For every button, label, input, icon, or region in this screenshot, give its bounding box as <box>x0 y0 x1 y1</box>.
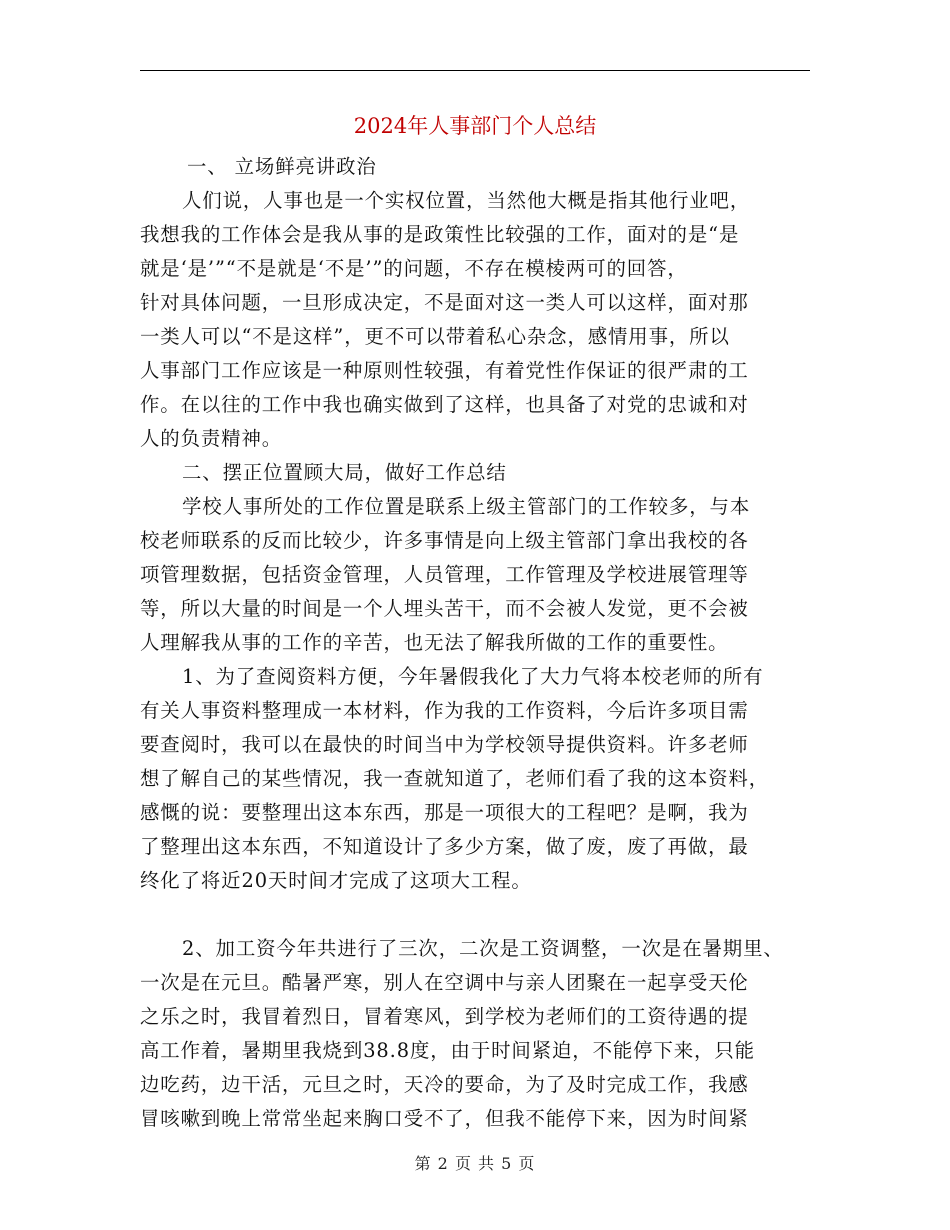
text-line: 1、为了查阅资料方便，今年暑假我化了大力气将本校老师的所有 <box>182 665 764 688</box>
document-body <box>140 150 820 1136</box>
document-title: 2024年人事部门个人总结 <box>353 114 597 138</box>
text-line: 针对具体问题，一旦形成决定，不是面对这一类人可以这样，面对那 <box>140 291 749 314</box>
text-line: 人的负责精神。 <box>140 427 283 450</box>
text-line: 二、摆正位置顾大局，做好工作总结 <box>182 461 507 484</box>
text-line: 一次是在元旦。酷暑严寒，别人在空调中与亲人团聚在一起享受天伦 <box>140 971 749 994</box>
text-line: 冒咳嗽到晚上常常坐起来胸口受不了，但我不能停下来，因为时间紧 <box>140 1107 749 1130</box>
text-line: 感慨的说：要整理出这本东西，那是一项很大的工程吧？是啊，我为 <box>140 801 749 824</box>
header-rule <box>140 70 810 71</box>
text-line: 2、加工资今年共进行了三次，二次是工资调整，一次是在暑期里、 <box>182 937 784 960</box>
text-line: 高工作着，暑期里我烧到38.8度，由于时间紧迫，不能停下来，只能 <box>140 1039 755 1062</box>
text-line: 终化了将近20天时间才完成了这项大工程。 <box>140 869 532 892</box>
text-line: 有关人事资料整理成一本材料，作为我的工作资料，今后许多项目需 <box>140 699 749 722</box>
text-line: 学校人事所处的工作位置是联系上级主管部门的工作较多，与本 <box>182 495 751 518</box>
text-line: 了整理出这本东西，不知道设计了多少方案，做了废，废了再做，最 <box>140 835 749 858</box>
text-line: 一、 立场鲜亮讲政治 <box>187 155 377 178</box>
text-line: 就是‘是’”“不是就是‘不是’”的问题，不存在模棱两可的回答， <box>140 257 688 280</box>
page-footer: 第 2 页 共 5 页 <box>414 1154 536 1173</box>
text-line: 等，所以大量的时间是一个人埋头苦干，而不会被人发觉，更不会被 <box>140 597 749 620</box>
blank-line <box>140 898 820 932</box>
text-line: 我想我的工作体会是我从事的是政策性比较强的工作，面对的是“是 <box>140 223 740 246</box>
text-line: 要查阅时，我可以在最快的时间当中为学校领导提供资料。许多老师 <box>140 733 749 756</box>
text-line: 想了解自己的某些情况，我一查就知道了，老师们看了我的这本资料， <box>140 767 770 790</box>
text-line: 作。在以往的工作中我也确实做到了这样，也具备了对党的忠诚和对 <box>140 393 749 416</box>
text-line: 人理解我从事的工作的辛苦，也无法了解我所做的工作的重要性。 <box>140 631 729 654</box>
text-line: 项管理数据，包括资金管理，人员管理，工作管理及学校进展管理等 <box>140 563 749 586</box>
text-line: 人们说，人事也是一个实权位置，当然他大概是指其他行业吧， <box>182 189 751 212</box>
text-line: 人事部门工作应该是一种原则性较强，有着党性作保证的很严肃的工 <box>140 359 749 382</box>
text-line: 校老师联系的反而比较少，许多事情是向上级主管部门拿出我校的各 <box>140 529 749 552</box>
text-line: 一类人可以“不是这样”，更不可以带着私心杂念，感情用事，所以 <box>140 325 730 348</box>
text-line: 之乐之时，我冒着烈日，冒着寒风，到学校为老师们的工资待遇的提 <box>140 1005 749 1028</box>
text-line: 边吃药，边干活，元旦之时，天冷的要命，为了及时完成工作，我感 <box>140 1073 749 1096</box>
